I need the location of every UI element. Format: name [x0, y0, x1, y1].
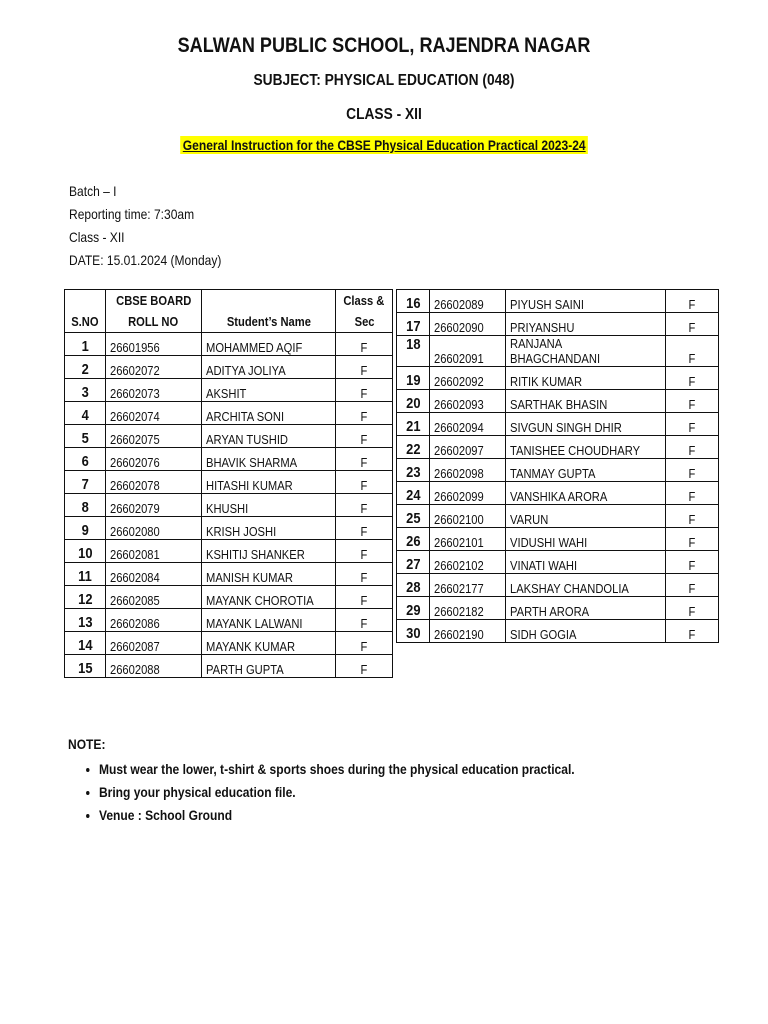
roll-number: 26602182 [430, 597, 506, 620]
student-name: TANISHEE CHOUDHARY [506, 436, 666, 459]
roll-number: 26602073 [105, 379, 201, 402]
batch-label: Batch – I [69, 183, 117, 199]
student-table-right [396, 289, 719, 643]
class-section: F [336, 609, 393, 632]
table-row [397, 390, 719, 413]
table-row [65, 494, 393, 517]
table-row [397, 620, 719, 643]
student-name: VINATI WAHI [506, 551, 666, 574]
roll-number: 26602092 [430, 367, 506, 390]
table-row [65, 563, 393, 586]
table-row [397, 313, 719, 336]
serial-number: 20 [397, 390, 430, 413]
table-row [65, 540, 393, 563]
class-section: F [666, 505, 719, 528]
roll-number: 26602190 [430, 620, 506, 643]
class-section: F [336, 655, 393, 678]
note-label: NOTE: [68, 736, 106, 752]
table-row [65, 471, 393, 494]
student-table-left [64, 289, 393, 678]
student-name: PRIYANSHU [506, 313, 666, 336]
class-section: F [666, 290, 719, 313]
student-name: ARYAN TUSHID [202, 425, 336, 448]
serial-number: 3 [65, 379, 106, 402]
table-row [397, 459, 719, 482]
serial-number: 1 [65, 333, 106, 356]
student-name: SIDH GOGIA [506, 620, 666, 643]
student-name: SIVGUN SINGH DHIR [506, 413, 666, 436]
class-section: F [666, 367, 719, 390]
class-section: F [336, 494, 393, 517]
student-name: PARTH GUPTA [202, 655, 336, 678]
class-section: F [666, 336, 719, 367]
roll-number: 26602075 [105, 425, 201, 448]
roll-number: 26602084 [105, 563, 201, 586]
student-name: TANMAY GUPTA [506, 459, 666, 482]
class-section: F [666, 436, 719, 459]
serial-number: 16 [397, 290, 430, 313]
table-row [65, 517, 393, 540]
class-section: F [336, 402, 393, 425]
table-row [397, 505, 719, 528]
class-section: F [666, 620, 719, 643]
roll-number: 26602088 [105, 655, 201, 678]
roll-number: 26602102 [430, 551, 506, 574]
reporting-time: Reporting time: 7:30am [69, 206, 195, 222]
serial-number: 15 [65, 655, 106, 678]
serial-number: 13 [65, 609, 106, 632]
serial-number: 27 [397, 551, 430, 574]
roll-number: 26602087 [105, 632, 201, 655]
serial-number: 18 [397, 336, 430, 367]
class-label: Class - XII [69, 229, 125, 245]
roll-number: 26602098 [430, 459, 506, 482]
serial-number: 12 [65, 586, 106, 609]
roll-number: 26602086 [105, 609, 201, 632]
table-row [397, 436, 719, 459]
serial-number: 30 [397, 620, 430, 643]
table-row [397, 551, 719, 574]
roll-number: 26602089 [430, 290, 506, 313]
class-section: F [666, 390, 719, 413]
serial-number: 21 [397, 413, 430, 436]
roll-number: 26602074 [105, 402, 201, 425]
name-header: Student’s Name [202, 290, 336, 333]
table-row [65, 379, 393, 402]
serial-number: 7 [65, 471, 106, 494]
student-name: KRISH JOSHI [202, 517, 336, 540]
student-name: SARTHAK BHASIN [506, 390, 666, 413]
student-name: ADITYA JOLIYA [202, 356, 336, 379]
school-title: SALWAN PUBLIC SCHOOL, RAJENDRA NAGAR [177, 34, 591, 57]
roll-number: 26602099 [430, 482, 506, 505]
roll-number: 26601956 [105, 333, 201, 356]
serial-number: 23 [397, 459, 430, 482]
sno-header: S.NO [65, 290, 106, 333]
roll-number: 26602097 [430, 436, 506, 459]
student-name: LAKSHAY CHANDOLIA [506, 574, 666, 597]
student-name: AKSHIT [202, 379, 336, 402]
class-section: F [336, 379, 393, 402]
exam-date: DATE: 15.01.2024 (Monday) [69, 252, 222, 268]
serial-number: 2 [65, 356, 106, 379]
instruction-title: General Instruction for the CBSE Physical Education Practical 2023-24 [180, 136, 588, 154]
table-row [397, 528, 719, 551]
serial-number: 24 [397, 482, 430, 505]
student-name: RITIK KUMAR [506, 367, 666, 390]
class-section: F [336, 632, 393, 655]
roll-header: CBSE BOARD ROLL NO [105, 290, 201, 333]
student-name: VANSHIKA ARORA [506, 482, 666, 505]
class-section: F [336, 333, 393, 356]
serial-number: 28 [397, 574, 430, 597]
serial-number: 4 [65, 402, 106, 425]
student-name: MAYANK KUMAR [202, 632, 336, 655]
table-row [397, 290, 719, 313]
table-row [65, 609, 393, 632]
roll-number: 26602100 [430, 505, 506, 528]
student-name: KSHITIJ SHANKER [202, 540, 336, 563]
batch-info [69, 180, 221, 272]
student-name: MANISH KUMAR [202, 563, 336, 586]
roll-number: 26602093 [430, 390, 506, 413]
roll-number: 26602072 [105, 356, 201, 379]
note-item: • Venue : School Ground [99, 804, 575, 827]
table-row [65, 632, 393, 655]
roll-number: 26602101 [430, 528, 506, 551]
serial-number: 6 [65, 448, 106, 471]
student-name: KHUSHI [202, 494, 336, 517]
class-section: F [666, 551, 719, 574]
class-section: F [336, 471, 393, 494]
table-row [397, 482, 719, 505]
student-name: MAYANK LALWANI [202, 609, 336, 632]
student-name: MAYANK CHOROTIA [202, 586, 336, 609]
class-heading: CLASS - XII [346, 106, 422, 123]
serial-number: 19 [397, 367, 430, 390]
roll-number: 26602090 [430, 313, 506, 336]
serial-number: 17 [397, 313, 430, 336]
class-section: F [666, 413, 719, 436]
student-name: PIYUSH SAINI [506, 290, 666, 313]
roll-number: 26602081 [105, 540, 201, 563]
class-section: F [666, 574, 719, 597]
serial-number: 26 [397, 528, 430, 551]
note-list [68, 758, 575, 827]
class-section: F [666, 597, 719, 620]
serial-number: 8 [65, 494, 106, 517]
class-section: F [666, 459, 719, 482]
serial-number: 25 [397, 505, 430, 528]
class-section: F [666, 313, 719, 336]
roll-number: 26602078 [105, 471, 201, 494]
table-row [397, 413, 719, 436]
student-name: PARTH ARORA [506, 597, 666, 620]
class-section: F [666, 528, 719, 551]
serial-number: 11 [65, 563, 106, 586]
table-row [65, 586, 393, 609]
table-row [397, 574, 719, 597]
note-item: • Bring your physical education file. [99, 781, 575, 804]
student-name: VARUN [506, 505, 666, 528]
roll-number: 26602094 [430, 413, 506, 436]
roll-number: 26602085 [105, 586, 201, 609]
note-section [68, 736, 575, 827]
table-row [65, 655, 393, 678]
class-section: F [336, 448, 393, 471]
class-section: F [336, 540, 393, 563]
note-item: • Must wear the lower, t-shirt & sports shoes during the physical education practical. [99, 758, 575, 781]
table-row [65, 448, 393, 471]
subject-heading: SUBJECT: PHYSICAL EDUCATION (048) [253, 72, 515, 89]
class-section: F [336, 563, 393, 586]
class-section: F [336, 425, 393, 448]
serial-number: 9 [65, 517, 106, 540]
serial-number: 14 [65, 632, 106, 655]
student-name: MOHAMMED AQIF [202, 333, 336, 356]
roll-number: 26602177 [430, 574, 506, 597]
table-row [397, 367, 719, 390]
student-name: HITASHI KUMAR [202, 471, 336, 494]
table-row [65, 425, 393, 448]
table-row [65, 402, 393, 425]
student-name: RANJANA BHAGCHANDANI [506, 336, 666, 367]
serial-number: 5 [65, 425, 106, 448]
student-name: ARCHITA SONI [202, 402, 336, 425]
roll-number: 26602080 [105, 517, 201, 540]
table-row [397, 597, 719, 620]
roll-number: 26602079 [105, 494, 201, 517]
table-row [65, 333, 393, 356]
roll-number: 26602091 [430, 336, 506, 367]
serial-number: 10 [65, 540, 106, 563]
table-row [65, 356, 393, 379]
student-name: BHAVIK SHARMA [202, 448, 336, 471]
student-name: VIDUSHI WAHI [506, 528, 666, 551]
class-section: F [336, 586, 393, 609]
class-section: F [336, 356, 393, 379]
table-header-row [65, 290, 393, 333]
class-header: Class & Sec [336, 290, 393, 333]
class-section: F [666, 482, 719, 505]
roll-number: 26602076 [105, 448, 201, 471]
serial-number: 29 [397, 597, 430, 620]
class-section: F [336, 517, 393, 540]
table-row [397, 336, 719, 367]
serial-number: 22 [397, 436, 430, 459]
